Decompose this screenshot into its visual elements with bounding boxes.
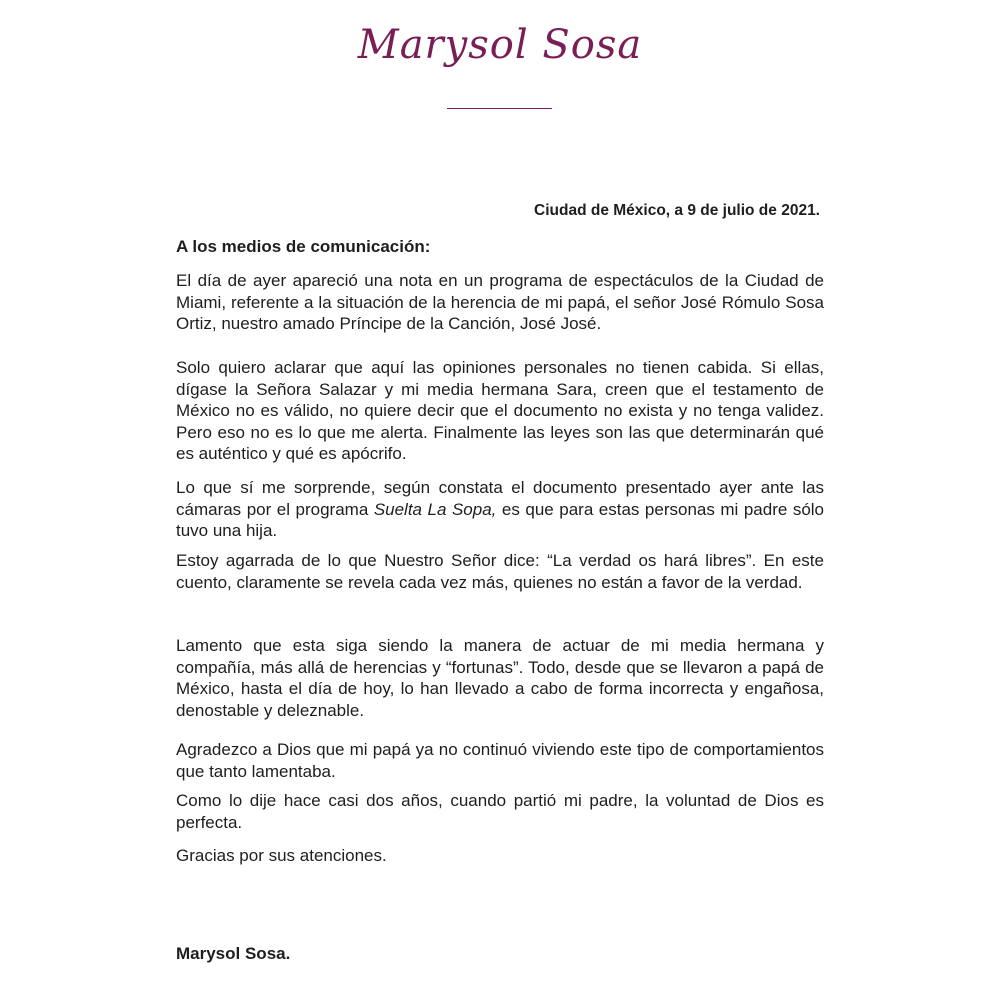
signature: Marysol Sosa. bbox=[176, 944, 291, 963]
paragraph-surprise bbox=[176, 477, 824, 542]
paragraph-heritage-note: El día de ayer apareció una nota en un programa de espectáculos de la Ciudad de Miami, referente a la situación de la herencia de mi papá, el señor José Rómulo Sosa Ortiz, nuestro amado Príncipe de la Canción, José José. bbox=[176, 271, 824, 334]
letterhead-name: Marysol Sosa bbox=[357, 22, 643, 68]
paragraph-lament: Lamento que esta siga siendo la manera de actuar de mi media hermana y compañía, más allá de herencias y “fortunas”. Todo, desde que se llevaron a papá de México, hasta el día de hoy, lo han llevado a cabo de forma incorrecta y engañosa, denostable y deleznable. bbox=[176, 636, 824, 720]
paragraph-surprise-end: es que para estas personas mi padre sólo tuvo una hija. bbox=[176, 499, 825, 541]
paragraph-truth: Estoy agarrada de lo que Nuestro Señor dice: “La verdad os hará libres”. En este cuento, claramente se revela cada vez más, quienes no están a favor de la verdad. bbox=[176, 551, 824, 592]
paragraph-opinions: Solo quiero aclarar que aquí las opiniones personales no tienen cabida. Si ellas, dígase la Señora Salazar y mi media hermana Sara, creen que el testamento de México no es válido, no quiere decir que el documento no exista y no tenga validez. Pero eso no es lo que me alerta. Finalmente las leyes son las que determinarán qué es auténtico y qué es apócrifo. bbox=[176, 358, 824, 464]
program-name: Suelta La Sopa, bbox=[373, 499, 497, 519]
date-line: Ciudad de México, a 9 de julio de 2021. bbox=[534, 202, 820, 219]
paragraph-gods-will: Como lo dije hace casi dos años, cuando partió mi padre, la voluntad de Dios es perfecta. bbox=[176, 791, 824, 832]
paragraph-gratitude: Agradezco a Dios que mi papá ya no continuó viviendo este tipo de comportamientos que tanto lamentaba. bbox=[176, 740, 824, 781]
salutation: A los medios de comunicación: bbox=[176, 237, 431, 256]
paragraph-thanks: Gracias por sus atenciones. bbox=[176, 846, 387, 865]
paragraph-surprise-start: Lo que sí me sorprende, según constata el documento presentado ayer ante las cámaras por el programa bbox=[176, 478, 824, 519]
letterhead-divider bbox=[447, 108, 552, 109]
